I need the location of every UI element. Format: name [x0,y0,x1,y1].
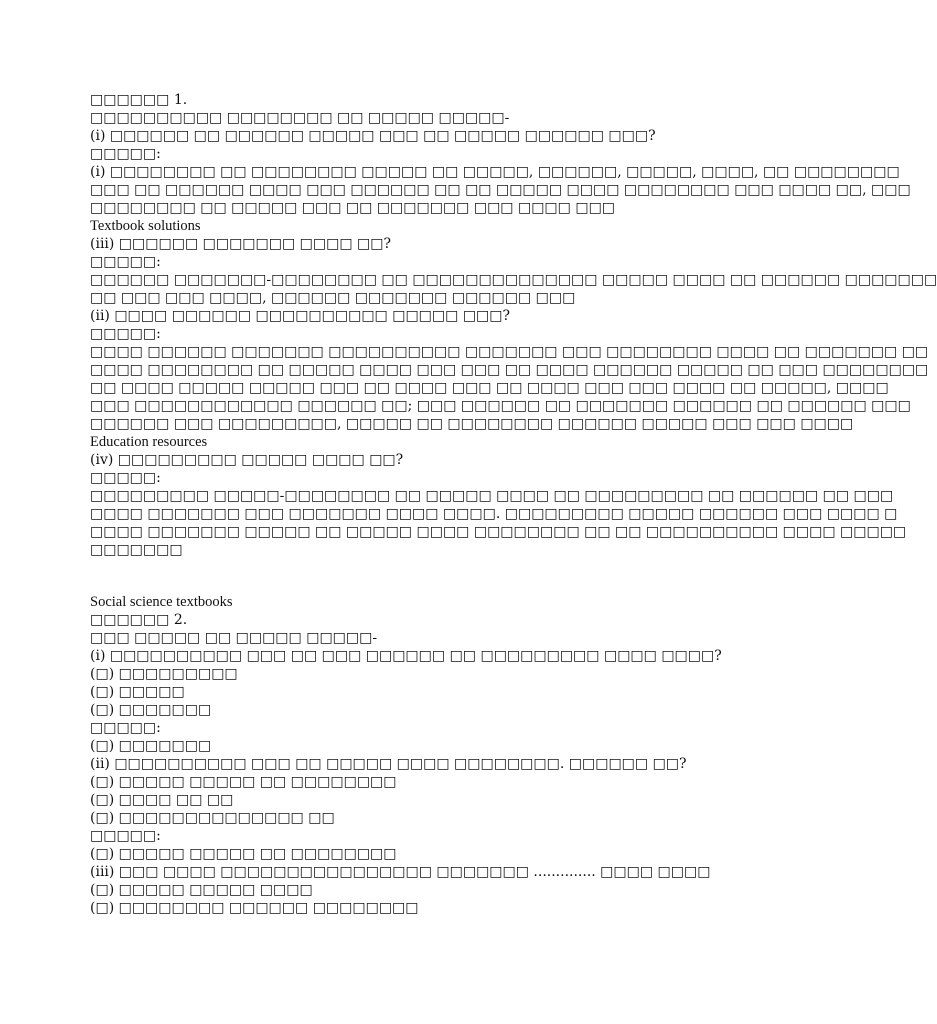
q1-part-ii: (ii) □□□□ □□□□□□ □□□□□□□□□□ □□□□□ □□□? [90,308,511,324]
answer-line: (□) □□□□□ □□□□□ □□ □□□□□□□□ [90,846,397,862]
answer-line: □□□ □□□□□□□□□□□□ □□□□□□ □□; □□□ □□□□□□ □□ □□□□□□□ □□□□□□ □□ □□□□□□ □□□ [90,398,911,414]
answer-line: □□ □□□□ □□□□□ □□□□□ □□□ □□ □□□□ □□□ □□ □□□□ □□□ □□□ □□□□ □□ □□□□□, □□□□ [90,380,889,396]
answer-label: □□□□□: [90,146,161,162]
section-gap [90,559,680,593]
option-item: (□) □□□□□□□□□□□□□□ □□ [90,810,335,826]
question-1-instruction: □□□□□□□□□□ □□□□□□□□ □□ □□□□□ □□□□□- [90,110,510,126]
option-item: (□) □□□□□□□□□ [90,666,238,682]
answer-line: □□□□ □□□□□□ □□□□□□□ □□□□□□□□□□ □□□□□□□ □□□ □□□□□□□□ □□□□ □□ □□□□□□□ □□ [90,344,929,360]
answer-line: □□□□ □□□□□□□ □□□□□ □□ □□□□□ □□□□ □□□□□□□□ □□ □□ □□□□□□□□□□ □□□□ □□□□□ [90,524,907,540]
q1-part-iv: (iv) □□□□□□□□□ □□□□□ □□□□ □□? [90,452,404,468]
answer-line: □□ □□□ □□□ □□□□, □□□□□□ □□□□□□□ □□□□□□ □□□ [90,290,576,306]
answer-line: (i) □□□□□□□□ □□ □□□□□□□□ □□□□□ □□ □□□□□, □□□□□□, □□□□□, □□□□, □□ □□□□□□□□ [90,164,900,180]
answer-line: (□) □□□□□□□ [90,738,212,754]
answer-label: □□□□□: [90,326,161,342]
q2-part-ii: (ii) □□□□□□□□□□ □□□ □□ □□□□□ □□□□ □□□□□□□□. □□□□□□ □□? [90,756,687,772]
question-2-title: □□□□□□ 2. [90,612,188,628]
tag-education-resources: Education resources [90,434,208,450]
option-item: (□) □□□□□ □□□□□ □□□□ [90,882,313,898]
option-item: (□) □□□□□ [90,684,185,700]
answer-line: □□□ □□ □□□□□□ □□□□ □□□ □□□□□□ □□ □□ □□□□□ □□□□ □□□□□□□□ □□□ □□□□ □□, □□□ [90,182,911,198]
answer-line: □□□□□□□□ □□ □□□□□ □□□ □□ □□□□□□□ □□□ □□□□ □□□ [90,200,616,216]
option-item: (□) □□□□ □□ □□ [90,792,234,808]
option-item: (□) □□□□□□□□ □□□□□□ □□□□□□□□ [90,900,419,916]
answer-label: □□□□□: [90,828,161,844]
answer-line: □□□□□□ □□□□□□□-□□□□□□□□ □□ □□□□□□□□□□□□□□ □□□□□ □□□□ □□ □□□□□□ □□□□□□□ [90,272,937,288]
answer-line: □□□□ □□□□□□□ □□□ □□□□□□□ □□□□ □□□□. □□□□□□□□□ □□□□□ □□□□□□ □□□ □□□□ □ [90,506,898,522]
question-1-title: □□□□□□ 1. [90,92,188,108]
q1-part-i: (i) □□□□□□ □□ □□□□□□ □□□□□ □□□ □□ □□□□□ □□□□□□ □□□? [90,128,656,144]
answer-line: □□□□□□ □□□ □□□□□□□□□, □□□□□ □□ □□□□□□□□ □□□□□□ □□□□□ □□□ □□□ □□□□ [90,416,854,432]
question-2-instruction: □□□ □□□□□ □□ □□□□□ □□□□□- [90,630,378,646]
answer-line: □□□□□□□ [90,542,183,558]
document-page [90,91,937,917]
q1-part-iii: (iii) □□□□□□ □□□□□□□ □□□□ □□? [90,236,391,252]
answer-line: □□□□ □□□□□□□□ □□ □□□□□ □□□□ □□□ □□□ □□ □□□□ □□□□□□ □□□□□ □□ □□□ □□□□□□□□ [90,362,929,378]
answer-label: □□□□□: [90,720,161,736]
answer-label: □□□□□: [90,470,161,486]
option-item: (□) □□□□□ □□□□□ □□ □□□□□□□□ [90,774,397,790]
answer-label: □□□□□: [90,254,161,270]
q2-part-i: (i) □□□□□□□□□□ □□□ □□ □□□ □□□□□□ □□ □□□□□□□□□ □□□□ □□□□? [90,648,722,664]
option-item: (□) □□□□□□□ [90,702,212,718]
q2-part-iii: (iii) □□□ □□□□ □□□□□□□□□□□□□□□□ □□□□□□□ .............. □□□□ □□□□ [90,864,711,880]
tag-social-science-textbooks: Social science textbooks [90,594,233,610]
tag-textbook-solutions: Textbook solutions [90,218,201,234]
answer-line: □□□□□□□□□ □□□□□-□□□□□□□□ □□ □□□□□ □□□□ □□ □□□□□□□□□ □□ □□□□□□ □□ □□□ [90,488,894,504]
